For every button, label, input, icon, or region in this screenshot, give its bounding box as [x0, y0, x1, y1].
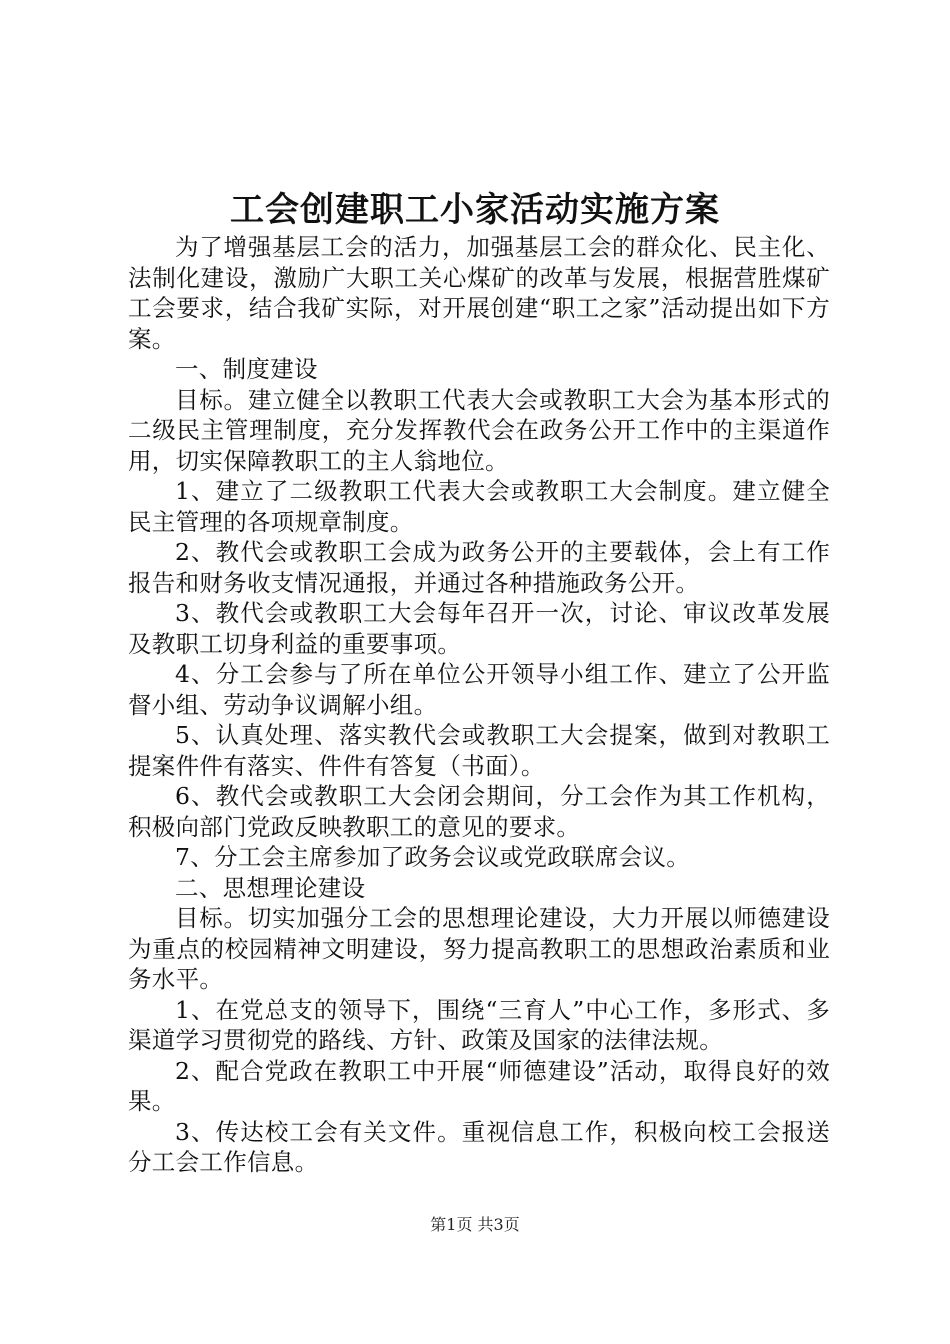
document-title: 工会创建职工小家活动实施方案 — [230, 190, 720, 230]
list-item: 6、教代会或教职工大会闭会期间，分工会作为其工作机构，积极向部门党政反映教职工的意见的要求。 — [128, 782, 830, 841]
document-body — [128, 232, 830, 1178]
list-item: 1、在党总支的领导下，围绕“三育人”中心工作，多形式、多渠道学习贯彻党的路线、方针、政策及国家的法律法规。 — [128, 995, 830, 1054]
section-heading-system: 一、制度建设 — [175, 355, 318, 383]
list-item: 5、认真处理、落实教代会或教职工大会提案，做到对教职工提案件件有落实、件件有答复（书面）。 — [128, 721, 830, 780]
list-item: 3、传达校工会有关文件。重视信息工作，积极向校工会报送分工会工作信息。 — [128, 1117, 830, 1176]
list-item: 3、教代会或教职工大会每年召开一次，讨论、审议改革发展及教职工切身利益的重要事项。 — [128, 599, 830, 658]
list-item: 2、教代会或教职工会成为政务公开的主要载体，会上有工作报告和财务收支情况通报，并通过各种措施政务公开。 — [128, 538, 830, 597]
list-item: 2、配合党政在教职工中开展“师德建设”活动，取得良好的效果。 — [128, 1056, 830, 1115]
section-heading-theory: 二、思想理论建设 — [175, 873, 366, 902]
page-number-footer: 第1页 共3页 — [430, 1215, 520, 1234]
list-item: 4、分工会参与了所在单位公开领导小组工作、建立了公开监督小组、劳动争议调解小组。 — [128, 660, 830, 719]
list-item: 1、建立了二级教职工代表大会或教职工大会制度。建立健全民主管理的各项规章制度。 — [128, 477, 830, 536]
intro-paragraph: 为了增强基层工会的活力，加强基层工会的群众化、民主化、法制化建设，激励广大职工关心煤矿的改革与发展，根据营胜煤矿工会要求，结合我矿实际，对开展创建“职工之家”活动提出如下方案。 — [128, 233, 830, 353]
list-item: 7、分工会主席参加了政务会议或党政联席会议。 — [175, 843, 691, 871]
section-goal-paragraph: 目标。切实加强分工会的思想理论建设，大力开展以师德建设为重点的校园精神文明建设，努力提高教职工的思想政治素质和业务水平。 — [128, 904, 830, 993]
section-goal-paragraph: 目标。建立健全以教职工代表大会或教职工大会为基本形式的二级民主管理制度，充分发挥教代会在政务公开工作中的主渠道作用，切实保障教职工的主人翁地位。 — [128, 385, 830, 475]
